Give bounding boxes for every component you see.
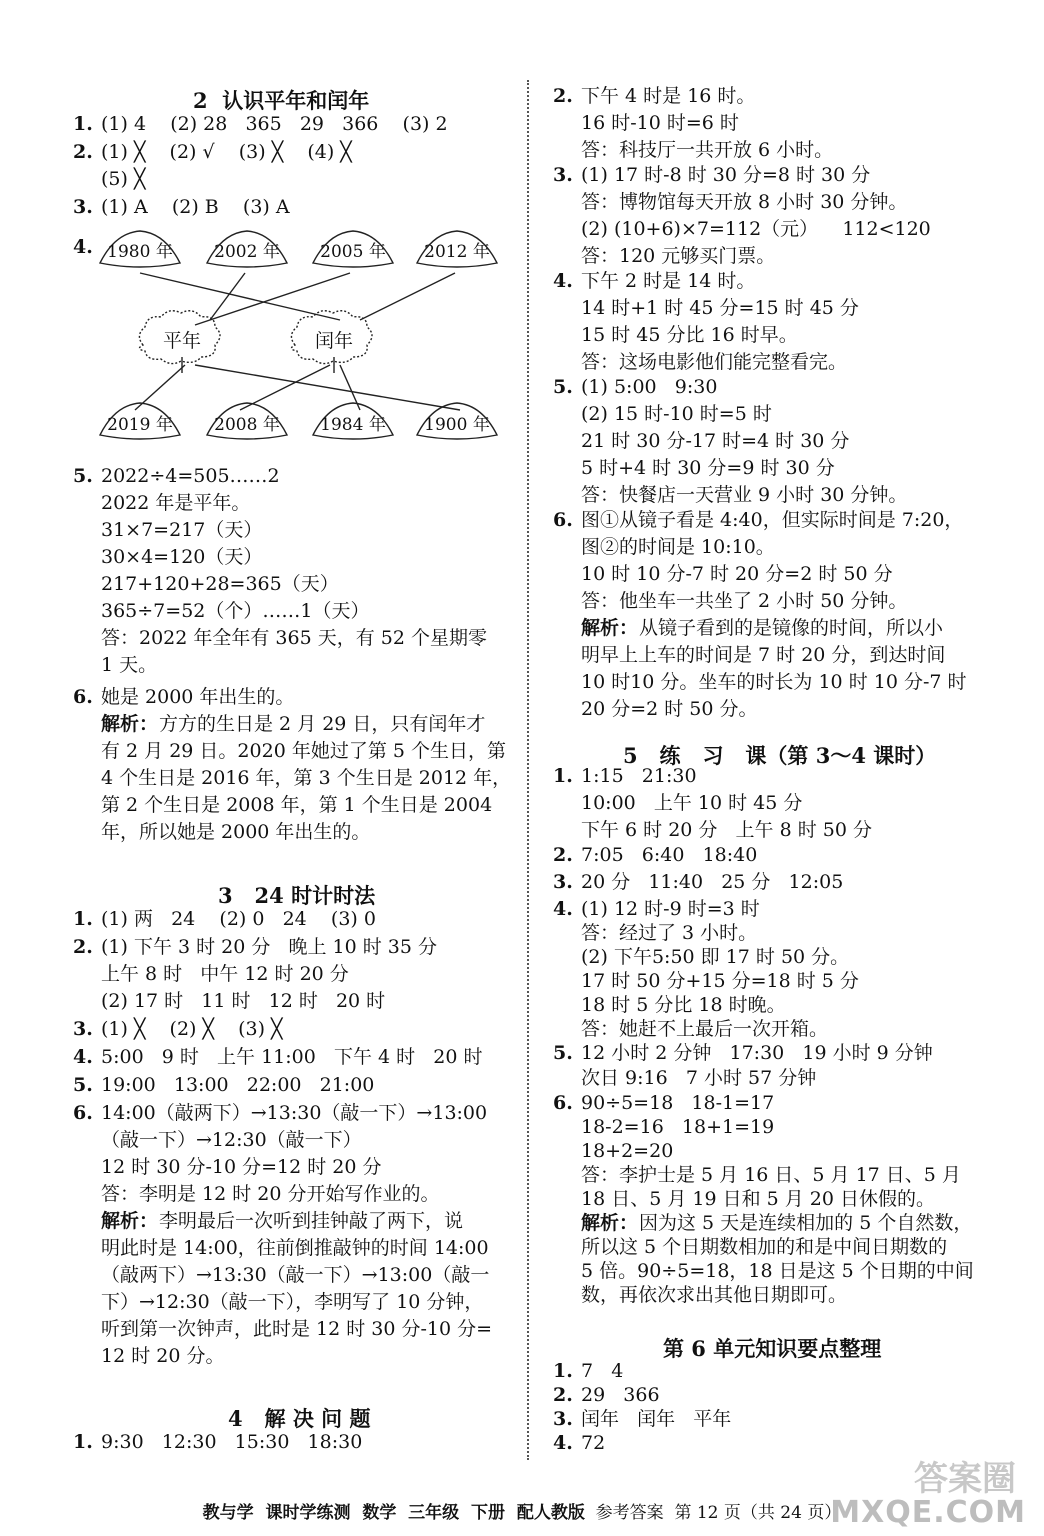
answer-line: 她是 2000 年出生的。 xyxy=(101,686,295,708)
explanation-line: 方方的生日是 2 月 29 日，只有闰年才 xyxy=(159,713,486,735)
section-2-title: 2 认识平年和闰年 xyxy=(193,88,370,113)
explanation-line: 因为这 5 天是连续相加的 5 个自然数， xyxy=(639,1212,973,1234)
answer-line: 72 xyxy=(581,1432,606,1454)
q-number: 3. xyxy=(553,164,573,186)
answer-line: 答：李护士是 5 月 16 日、5 月 17 日、5 月 xyxy=(581,1164,961,1186)
year-label: 2002 年 xyxy=(214,242,280,262)
q-number: 5. xyxy=(553,1042,573,1064)
answer-line: (1) 两 24 (2) 0 24 (3) 0 xyxy=(101,908,376,930)
explanation-line: 所以这 5 个日期数相加的和是中间日期数的 xyxy=(581,1236,948,1258)
answer-line: 图①从镜子看是 4:40，但实际时间是 7:20， xyxy=(581,509,964,531)
answer-line: 20 分 11:40 25 分 12:05 xyxy=(581,871,844,893)
q-number: 3. xyxy=(553,871,573,893)
answer-line: 19:00 13:00 22:00 21:00 xyxy=(101,1074,375,1096)
explanation-line: 数，再依次求出其他日期即可。 xyxy=(581,1284,848,1306)
explanation-line: 5 倍。90÷5=18，18 日是这 5 个日期的中间 xyxy=(581,1260,974,1282)
explanation-label: 解析： xyxy=(101,1210,159,1232)
answer-line: 17 时 50 分+15 分=18 时 5 分 xyxy=(581,970,859,992)
answer-line: 14 时+1 时 45 分=15 时 45 分 xyxy=(581,297,859,319)
q-number: 6. xyxy=(73,686,93,708)
explanation-label: 解析： xyxy=(581,1212,639,1234)
answer-line: (1) 12 时-9 时=3 时 xyxy=(581,898,760,920)
footer-book-title: 教与学 课时学练测 数学 三年级 下册 配人教版 xyxy=(202,1503,585,1523)
answer-line: (1) ╳ (2) ╳ (3) ╳ xyxy=(101,1018,283,1040)
q-number: 6. xyxy=(553,509,573,531)
q-number: 5. xyxy=(73,465,93,487)
explanation-line: 12 时 20 分。 xyxy=(101,1345,225,1367)
q-number: 1. xyxy=(553,765,573,787)
answer-line: 16 时-10 时=6 时 xyxy=(581,112,739,134)
answer-line: 2022÷4=505……2 xyxy=(101,465,280,487)
answer-line: (1) 17 时-8 时 30 分=8 时 30 分 xyxy=(581,164,871,186)
answer-line: 10:00 上午 10 时 45 分 xyxy=(581,792,803,814)
answer-line: 10 时 10 分-7 时 20 分=2 时 50 分 xyxy=(581,563,893,585)
answer-line: 下午 4 时是 16 时。 xyxy=(581,85,756,107)
unit-6-summary-title: 第 6 单元知识要点整理 xyxy=(663,1336,882,1361)
year-label: 1980 年 xyxy=(107,242,173,262)
explanation-line: 听到第一次钟声，此时是 12 时 30 分-10 分= xyxy=(101,1318,493,1340)
q-number: 2. xyxy=(553,85,573,107)
answer-line: (1) A (2) B (3) A xyxy=(101,196,290,218)
sign-label: 闰年 xyxy=(314,330,354,352)
answer-line: 答：这场电影他们能完整看完。 xyxy=(581,351,848,373)
answer-line: (1) 4 (2) 28 365 29 366 (3) 2 xyxy=(101,113,448,135)
year-label: 2008 年 xyxy=(214,415,280,435)
answer-line: 12 时 30 分-10 分=12 时 20 分 xyxy=(101,1156,382,1178)
answer-line: 闰年 闰年 平年 xyxy=(581,1408,732,1430)
leap-year-matching-diagram xyxy=(95,225,515,470)
footer-page-info: 参考答案 第 12 页（共 24 页） xyxy=(584,1503,842,1523)
answer-line: (2) 15 时-10 时=5 时 xyxy=(581,403,772,425)
q-number: 4. xyxy=(73,236,93,258)
explanation-line: （敲两下）→13:30（敲一下）→13:00（敲一 xyxy=(101,1264,490,1286)
answer-line: 答：经过了 3 小时。 xyxy=(581,922,758,944)
year-label: 2005 年 xyxy=(320,242,386,262)
q-number: 2. xyxy=(553,844,573,866)
answer-line: 下午 2 时是 14 时。 xyxy=(581,270,756,292)
answer-line: 9:30 12:30 15:30 18:30 xyxy=(101,1431,363,1453)
explanation-line: 李明最后一次听到挂钟敲了两下，说 xyxy=(159,1210,464,1232)
explanation-line: 下）→12:30（敲一下），李明写了 10 分钟， xyxy=(101,1291,484,1313)
sign-label: 平年 xyxy=(162,330,202,352)
answer-line: 31×7=217（天） xyxy=(101,519,263,541)
section-4-title: 4 解 决 问 题 xyxy=(228,1406,371,1431)
answer-line: 答：科技厅一共开放 6 小时。 xyxy=(581,139,834,161)
q-number: 4. xyxy=(73,1046,93,1068)
year-label: 1984 年 xyxy=(320,415,386,435)
q-number: 1. xyxy=(553,1360,573,1382)
q-number: 4. xyxy=(553,270,573,292)
answer-line: (1) 下午 3 时 20 分 晚上 10 时 35 分 xyxy=(101,936,438,958)
answer-line: 217+120+28=365（天） xyxy=(101,573,339,595)
answer-line: 18-2=16 18+1=19 xyxy=(581,1116,775,1138)
answer-line: 答：2022 年全年有 365 天，有 52 个星期零 xyxy=(101,627,487,649)
answer-line: (2) 17 时 11 时 12 时 20 时 xyxy=(101,990,386,1012)
q-number: 1. xyxy=(73,1431,93,1453)
answer-line: 答：120 元够买门票。 xyxy=(581,245,776,267)
answer-line: 图②的时间是 10:10。 xyxy=(581,536,775,558)
answer-line: 1:15 21:30 xyxy=(581,765,697,787)
answer-line: 答：快餐店一天营业 9 小时 30 分钟。 xyxy=(581,484,908,506)
q-number: 2. xyxy=(73,936,93,958)
answer-line: 答：博物馆每天开放 8 小时 30 分钟。 xyxy=(581,191,908,213)
q-number: 2. xyxy=(553,1384,573,1406)
answer-line: 5:00 9 时 上午 11:00 下午 4 时 20 时 xyxy=(101,1046,483,1068)
explanation-line: 有 2 月 29 日。2020 年她过了第 5 个生日，第 xyxy=(101,740,506,762)
answer-line: 29 366 xyxy=(581,1384,660,1406)
answer-line: (2) (10+6)×7=112（元） 112<120 xyxy=(581,218,931,240)
explanation-label: 解析： xyxy=(101,713,159,735)
answer-line: (5) ╳ xyxy=(101,168,146,190)
answer-line: 18+2=20 xyxy=(581,1140,674,1162)
explanation-line: 4 个生日是 2016 年，第 3 个生日是 2012 年， xyxy=(101,767,512,789)
q-number: 6. xyxy=(73,1102,93,1124)
q-number: 3. xyxy=(73,1018,93,1040)
explanation-line: 明早上上车的时间是 7 时 20 分，到达时间 xyxy=(581,644,946,666)
q-number: 3. xyxy=(553,1408,573,1430)
explanation-line: 10 时10 分。坐车的时长为 10 时 10 分-7 时 xyxy=(581,671,967,693)
answer-line: 2022 年是平年。 xyxy=(101,492,251,514)
q-number: 1. xyxy=(73,113,93,135)
answer-line: 15 时 45 分比 16 时早。 xyxy=(581,324,798,346)
q-number: 3. xyxy=(73,196,93,218)
answer-line: （敲一下）→12:30（敲一下） xyxy=(101,1129,362,1151)
year-label: 2019 年 xyxy=(107,415,173,435)
answer-line: 次日 9:16 7 小时 57 分钟 xyxy=(581,1067,817,1089)
answer-line: 18 日、5 月 19 日和 5 月 20 日休假的。 xyxy=(581,1188,936,1210)
answer-line: 上午 8 时 中午 12 时 20 分 xyxy=(101,963,349,985)
answer-line: 30×4=120（天） xyxy=(101,546,263,568)
watermark-logo: 答案圈 xyxy=(914,1459,1016,1499)
watermark-url: MXQE.COM xyxy=(830,1495,1026,1530)
q-number: 4. xyxy=(553,898,573,920)
explanation-label: 解析： xyxy=(581,617,639,639)
answer-line: 答：她赶不上最后一次开箱。 xyxy=(581,1018,829,1040)
answer-line: 下午 6 时 20 分 上午 8 时 50 分 xyxy=(581,819,872,841)
answer-line: 7 4 xyxy=(581,1360,624,1382)
q-number: 6. xyxy=(553,1092,573,1114)
answer-line: 14:00（敲两下）→13:30（敲一下）→13:00 xyxy=(101,1102,488,1124)
explanation-line: 从镜子看到的是镜像的时间，所以小 xyxy=(639,617,944,639)
answer-line: 1 天。 xyxy=(101,654,158,676)
answer-line: 答：李明是 12 时 20 分开始写作业的。 xyxy=(101,1183,440,1205)
answer-line: 365÷7=52（个）……1（天） xyxy=(101,600,370,622)
column-divider xyxy=(527,80,529,1460)
answer-line: 21 时 30 分-17 时=4 时 30 分 xyxy=(581,430,850,452)
q-number: 2. xyxy=(73,141,93,163)
explanation-line: 明此时是 14:00，往前倒推敲钟的时间 14:00 xyxy=(101,1237,489,1259)
q-number: 5. xyxy=(553,376,573,398)
section-3-title: 3 24 时计时法 xyxy=(218,883,376,908)
answer-line: 90÷5=18 18-1=17 xyxy=(581,1092,775,1114)
answer-line: 18 时 5 分比 18 时晚。 xyxy=(581,994,786,1016)
answer-line: 12 小时 2 分钟 17:30 19 小时 9 分钟 xyxy=(581,1042,933,1064)
q-number: 1. xyxy=(73,908,93,930)
explanation-line: 第 2 个生日是 2008 年，第 1 个生日是 2004 xyxy=(101,794,493,816)
answer-line: 7:05 6:40 18:40 xyxy=(581,844,758,866)
answer-line: (2) 下午5:50 即 17 时 50 分。 xyxy=(581,946,850,968)
answer-line: (1) ╳ (2) √ (3) ╳ (4) ╳ xyxy=(101,141,352,163)
explanation-line: 年，所以她是 2000 年出生的。 xyxy=(101,821,371,843)
explanation-line: 20 分=2 时 50 分。 xyxy=(581,698,758,720)
year-label: 1900 年 xyxy=(424,415,490,435)
answer-line: 5 时+4 时 30 分=9 时 30 分 xyxy=(581,457,835,479)
section-5-title: 5 练 习 课（第 3～4 课时） xyxy=(623,743,937,768)
year-label: 2012 年 xyxy=(424,242,490,262)
answer-line: 答：他坐车一共坐了 2 小时 50 分钟。 xyxy=(581,590,908,612)
q-number: 5. xyxy=(73,1074,93,1096)
q-number: 4. xyxy=(553,1432,573,1454)
answer-line: (1) 5:00 9:30 xyxy=(581,376,718,398)
